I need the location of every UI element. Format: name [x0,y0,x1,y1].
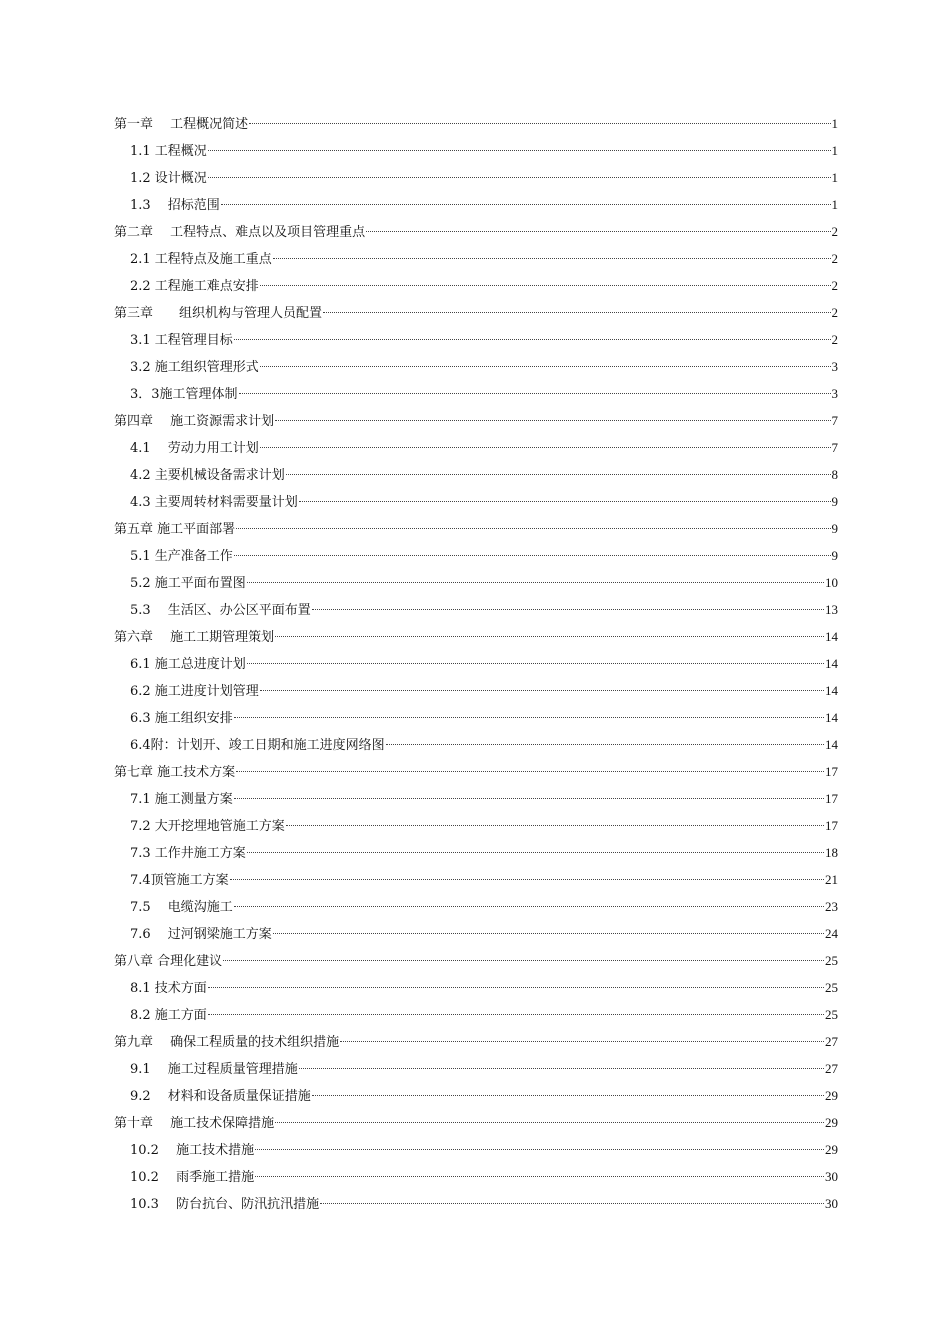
dot-leader [236,771,824,772]
toc-section-entry[interactable] [114,1055,838,1082]
toc-page-number: 21 [825,872,838,887]
toc-entry-title: 6.1 施工总进度计划 [130,657,246,672]
dot-leader [260,285,831,286]
toc-entry-title: 第九章 确保工程质量的技术组织措施 [114,1035,340,1050]
toc-entry-title: 7.2 大开挖埋地管施工方案 [130,819,285,834]
toc-page-number: 1 [831,116,838,131]
toc-entry-title: 第十章 施工技术保障措施 [114,1116,275,1131]
toc-section-entry[interactable] [114,272,838,299]
dot-leader [286,474,831,475]
toc-entry-title: 3.1 工程管理目标 [130,333,233,348]
toc-page-number: 9 [831,521,838,536]
toc-section-entry[interactable] [114,1136,838,1163]
toc-page-number: 14 [825,629,838,644]
toc-page-number: 25 [825,953,838,968]
dot-leader [234,555,831,556]
toc-page-number: 29 [825,1115,838,1130]
toc-section-entry[interactable] [114,326,838,353]
toc-section-entry[interactable] [114,569,838,596]
dot-leader [247,852,824,853]
dot-leader [234,798,824,799]
dot-leader [221,204,831,205]
toc-section-entry[interactable] [114,434,838,461]
toc-section-entry[interactable] [114,974,838,1001]
toc-page-number: 3 [831,386,838,401]
toc-chapter-entry[interactable] [114,299,838,326]
toc-section-entry[interactable] [114,812,838,839]
toc-entry-title: 第二章 工程特点、难点以及项目管理重点 [114,225,366,240]
toc-section-entry[interactable] [114,704,838,731]
toc-page-number: 2 [831,251,838,266]
dot-leader [386,744,824,745]
toc-section-entry[interactable] [114,1163,838,1190]
toc-entry-title: 1.1 工程概况 [130,144,207,159]
dot-leader [260,366,831,367]
dot-leader [366,231,830,232]
toc-entry-title: 第一章 工程概况简述 [114,117,249,132]
toc-page-number: 1 [831,143,838,158]
toc-chapter-entry[interactable] [114,407,838,434]
toc-page-number: 24 [825,926,838,941]
toc-section-entry[interactable] [114,1190,838,1217]
dot-leader [255,1149,824,1150]
toc-entry-title: 第六章 施工工期管理策划 [114,630,275,645]
toc-section-entry[interactable] [114,650,838,677]
dot-leader [299,501,831,502]
toc-entry-title: 2.1 工程特点及施工重点 [130,252,272,267]
toc-page-number: 2 [831,278,838,293]
toc-page-number: 27 [825,1034,838,1049]
dot-leader [312,609,824,610]
toc-page-number: 29 [825,1142,838,1157]
toc-section-entry[interactable] [114,461,838,488]
toc-entry-title: 10.2 施工技术措施 [130,1143,255,1158]
toc-page-number: 29 [825,1088,838,1103]
toc-entry-title: 1.3 招标范围 [130,198,220,213]
toc-entry-title: 3．3施工管理体制 [130,387,238,402]
toc-section-entry[interactable] [114,893,838,920]
toc-section-entry[interactable] [114,191,838,218]
toc-page-number: 1 [831,170,838,185]
dot-leader [234,339,831,340]
dot-leader [323,312,830,313]
toc-entry-title: 4.1 劳动力用工计划 [130,441,259,456]
toc-entry-title: 第三章 组织机构与管理人员配置 [114,306,323,321]
toc-page-number: 17 [825,791,838,806]
toc-entry-title: 第七章 施工技术方案 [114,765,236,780]
dot-leader [275,636,824,637]
table-of-contents [114,110,838,1217]
toc-page-number: 7 [831,413,838,428]
dot-leader [275,420,830,421]
dot-leader [223,960,824,961]
toc-entry-title: 第五章 施工平面部署 [114,522,236,537]
dot-leader [260,447,831,448]
toc-entry-title: 第四章 施工资源需求计划 [114,414,275,429]
dot-leader [275,1122,824,1123]
toc-entry-title: 4.2 主要机械设备需求计划 [130,468,285,483]
toc-page-number: 17 [825,818,838,833]
toc-section-entry[interactable] [114,596,838,623]
toc-section-entry[interactable] [114,866,838,893]
toc-page-number: 8 [831,467,838,482]
toc-page-number: 9 [831,548,838,563]
toc-entry-title: 9.2 材料和设备质量保证措施 [130,1089,311,1104]
toc-section-entry[interactable] [114,920,838,947]
toc-entry-title: 6.2 施工进度计划管理 [130,684,259,699]
toc-entry-title: 7.3 工作井施工方案 [130,846,246,861]
toc-page-number: 18 [825,845,838,860]
toc-page-number: 3 [831,359,838,374]
toc-chapter-entry[interactable] [114,947,838,974]
dot-leader [208,987,824,988]
toc-entry-title: 6.3 施工组织安排 [130,711,233,726]
toc-chapter-entry[interactable] [114,218,838,245]
toc-chapter-entry[interactable] [114,515,838,542]
dot-leader [286,825,824,826]
toc-section-entry[interactable] [114,353,838,380]
dot-leader [340,1041,824,1042]
toc-section-entry[interactable] [114,137,838,164]
toc-entry-title: 8.2 施工方面 [130,1008,207,1023]
dot-leader [234,717,824,718]
toc-entry-title: 7.4顶管施工方案 [130,873,229,888]
dot-leader [312,1095,824,1096]
toc-entry-title: 10.3 防台抗台、防汛抗汛措施 [130,1197,320,1212]
toc-section-entry[interactable] [114,542,838,569]
dot-leader [273,258,831,259]
toc-entry-title: 7.5 电缆沟施工 [130,900,233,915]
toc-section-entry[interactable] [114,164,838,191]
toc-chapter-entry[interactable] [114,1109,838,1136]
dot-leader [260,690,824,691]
toc-page-number: 25 [825,1007,838,1022]
toc-page-number: 9 [831,494,838,509]
toc-entry-title: 1.2 设计概况 [130,171,207,186]
toc-page-number: 30 [825,1196,838,1211]
toc-section-entry[interactable] [114,488,838,515]
toc-page-number: 2 [831,224,838,239]
dot-leader [320,1203,824,1204]
toc-section-entry[interactable] [114,731,838,758]
toc-entry-title: 10.2 雨季施工措施 [130,1170,255,1185]
toc-chapter-entry[interactable] [114,758,838,785]
toc-page-number: 2 [831,305,838,320]
dot-leader [230,879,824,880]
toc-entry-title: 7.6 过河钢梁施工方案 [130,927,272,942]
toc-page-number: 30 [825,1169,838,1184]
toc-entry-title: 5.2 施工平面布置图 [130,576,246,591]
toc-page-number: 14 [825,710,838,725]
toc-page-number: 17 [825,764,838,779]
toc-page-number: 27 [825,1061,838,1076]
toc-page-number: 23 [825,899,838,914]
dot-leader [255,1176,824,1177]
toc-page-number: 14 [825,656,838,671]
toc-section-entry[interactable] [114,839,838,866]
toc-page-number: 7 [831,440,838,455]
toc-entry-title: 3.2 施工组织管理形式 [130,360,259,375]
toc-entry-title: 9.1 施工过程质量管理措施 [130,1062,298,1077]
toc-chapter-entry[interactable] [114,623,838,650]
toc-section-entry[interactable] [114,245,838,272]
toc-entry-title: 8.1 技术方面 [130,981,207,996]
toc-chapter-entry[interactable] [114,1028,838,1055]
dot-leader [249,123,830,124]
dot-leader [234,906,824,907]
toc-page-number: 1 [831,197,838,212]
toc-page-number: 25 [825,980,838,995]
toc-page-number: 13 [825,602,838,617]
toc-entry-title: 5.1 生产准备工作 [130,549,233,564]
toc-section-entry[interactable] [114,677,838,704]
toc-section-entry[interactable] [114,380,838,407]
dot-leader [239,393,831,394]
dot-leader [273,933,824,934]
toc-page-number: 10 [825,575,838,590]
toc-entry-title: 4.3 主要周转材料需要量计划 [130,495,298,510]
dot-leader [247,663,824,664]
dot-leader [236,528,830,529]
toc-section-entry[interactable] [114,1082,838,1109]
dot-leader [299,1068,824,1069]
toc-section-entry[interactable] [114,1001,838,1028]
toc-section-entry[interactable] [114,785,838,812]
toc-entry-title: 7.1 施工测量方案 [130,792,233,807]
toc-page-number: 2 [831,332,838,347]
toc-entry-title: 第八章 合理化建议 [114,954,223,969]
dot-leader [208,177,831,178]
toc-entry-title: 6.4附：计划开、竣工日期和施工进度网络图 [130,738,385,753]
dot-leader [247,582,824,583]
dot-leader [208,1014,824,1015]
toc-entry-title: 5.3 生活区、办公区平面布置 [130,603,311,618]
toc-page-number: 14 [825,737,838,752]
toc-entry-title: 2.2 工程施工难点安排 [130,279,259,294]
dot-leader [208,150,831,151]
toc-chapter-entry[interactable] [114,110,838,137]
toc-page-number: 14 [825,683,838,698]
